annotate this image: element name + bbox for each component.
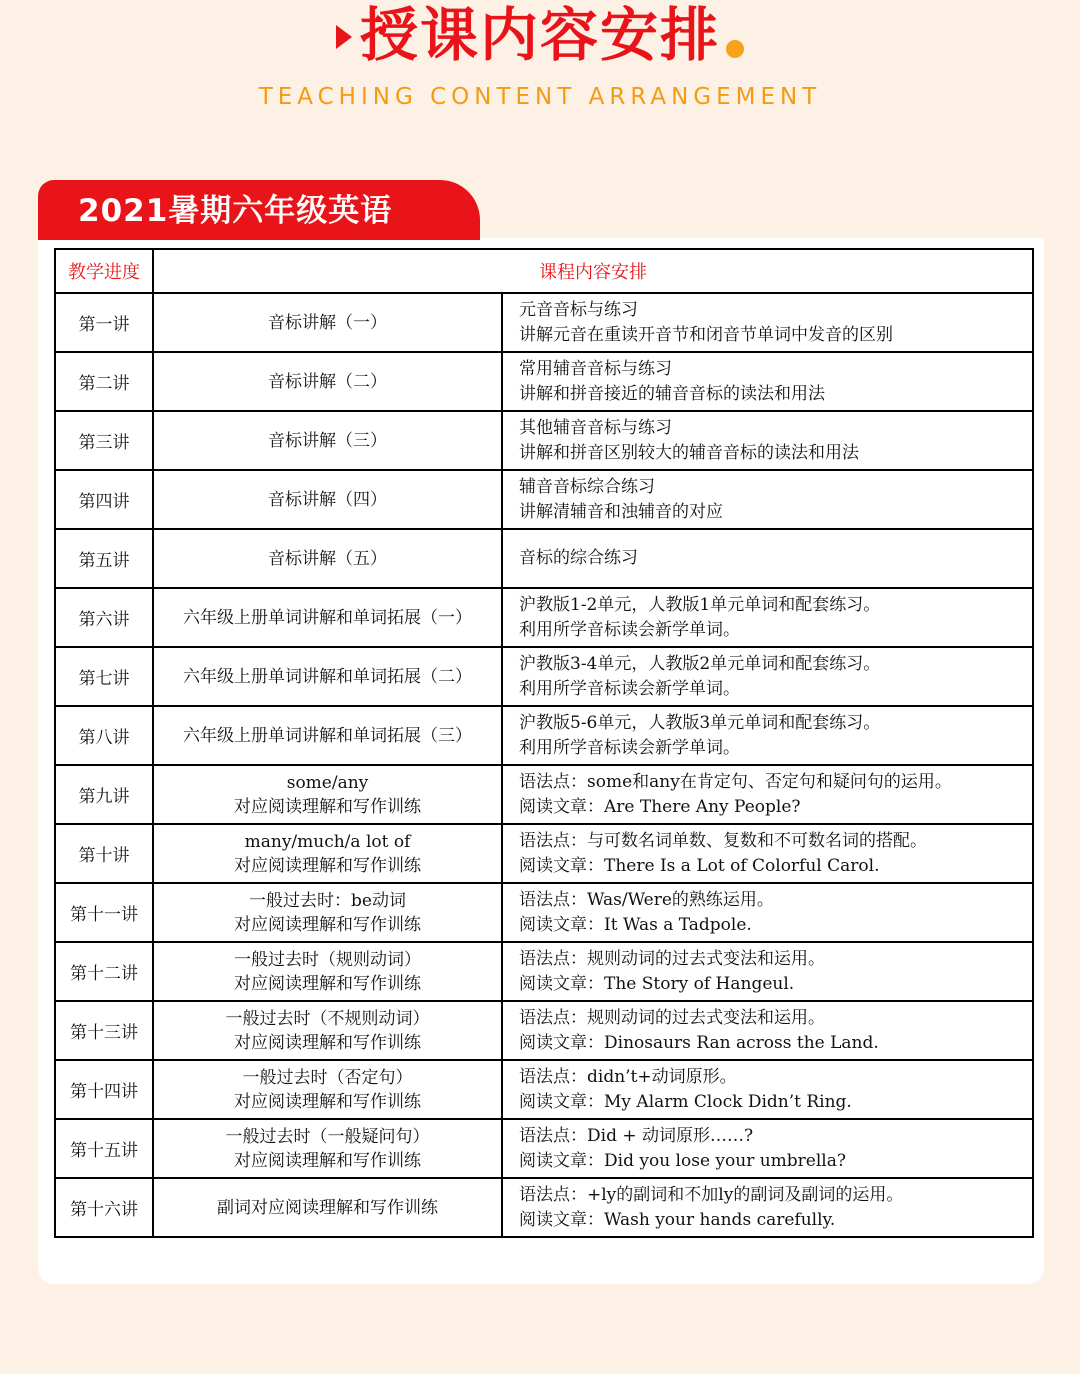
lesson-number: 第十一讲: [55, 883, 153, 942]
table-row: [55, 765, 1033, 824]
topic-line: 音标讲解（一）: [268, 312, 387, 333]
table-row: [55, 529, 1033, 588]
table-row: [55, 647, 1033, 706]
table-row: [55, 1060, 1033, 1119]
content-line: 阅读文章：Dinosaurs Ran across the Land.: [519, 1032, 879, 1053]
content-line: 语法点：规则动词的过去式变法和运用。: [519, 948, 825, 969]
lesson-topic: [153, 883, 502, 942]
topic-line: many/much/a lot of: [244, 831, 411, 852]
table-row: [55, 942, 1033, 1001]
content-line: 利用所学音标读会新学单词。: [519, 619, 740, 640]
lesson-topic: [153, 1178, 502, 1237]
lesson-topic: [153, 1060, 502, 1119]
lesson-topic: [153, 529, 502, 588]
table-header-row: [55, 249, 1033, 293]
topic-line: 音标讲解（二）: [268, 371, 387, 392]
lesson-number: 第六讲: [55, 588, 153, 647]
lesson-number: 第九讲: [55, 765, 153, 824]
content-line: 利用所学音标读会新学单词。: [519, 678, 740, 699]
content-line: 其他辅音音标与练习: [519, 417, 672, 438]
lesson-topic: [153, 352, 502, 411]
table-row: [55, 706, 1033, 765]
table-row: [55, 470, 1033, 529]
lesson-number: 第十四讲: [55, 1060, 153, 1119]
lesson-content: [502, 470, 1033, 529]
lesson-number: 第十讲: [55, 824, 153, 883]
page-subtitle: TEACHING CONTENT ARRANGEMENT: [258, 84, 822, 110]
topic-line: 一般过去时：be动词: [249, 890, 406, 911]
table-row: [55, 293, 1033, 352]
lesson-content: [502, 352, 1033, 411]
topic-line: 六年级上册单词讲解和单词拓展（三）: [183, 725, 472, 746]
table-row: [55, 1119, 1033, 1178]
table-row: [55, 411, 1033, 470]
lesson-topic: [153, 1119, 502, 1178]
content-line: 音标的综合练习: [519, 548, 638, 568]
content-line: 语法点：some和any在肯定句、否定句和疑问句的运用。: [519, 771, 952, 792]
table-row: [55, 588, 1033, 647]
lesson-content: [502, 706, 1033, 765]
topic-line: 一般过去时（不规则动词）: [225, 1008, 430, 1029]
content-line: 阅读文章：Wash your hands carefully.: [519, 1209, 836, 1230]
lesson-number: 第十五讲: [55, 1119, 153, 1178]
content-line: 阅读文章：Did you lose your umbrella?: [519, 1150, 846, 1171]
course-tab-label: 2021暑期六年级英语: [78, 193, 393, 229]
lesson-topic: [153, 588, 502, 647]
content-line: 讲解元音在重读开音节和闭音节单词中发音的区别: [519, 324, 893, 345]
content-line: 阅读文章：The Story of Hangeul.: [519, 973, 795, 994]
lesson-content: [502, 647, 1033, 706]
lesson-topic: [153, 293, 502, 352]
lesson-content: [502, 1060, 1033, 1119]
page-title: 授课内容安排: [359, 1, 720, 69]
topic-line: 副词对应阅读理解和写作训练: [217, 1197, 438, 1218]
lesson-number: 第三讲: [55, 411, 153, 470]
content-line: 沪教版3-4单元，人教版2单元单词和配套练习。: [519, 653, 881, 674]
lesson-content: [502, 765, 1033, 824]
lesson-number: 第八讲: [55, 706, 153, 765]
header-content: 课程内容安排: [153, 249, 1033, 293]
lesson-content: [502, 883, 1033, 942]
content-line: 讲解和拼音接近的辅音音标的读法和用法: [519, 383, 825, 404]
content-line: 沪教版5-6单元，人教版3单元单词和配套练习。: [519, 712, 881, 733]
lesson-number: 第二讲: [55, 352, 153, 411]
topic-line: 对应阅读理解和写作训练: [234, 973, 421, 994]
lesson-topic: [153, 647, 502, 706]
header-progress: 教学进度: [55, 249, 153, 293]
title-row: [0, 0, 1080, 70]
lesson-content: [502, 1178, 1033, 1237]
topic-line: 一般过去时（一般疑问句）: [225, 1126, 430, 1147]
content-line: 元音音标与练习: [519, 299, 638, 320]
lesson-content: [502, 824, 1033, 883]
content-line: 语法点：规则动词的过去式变法和运用。: [519, 1007, 825, 1028]
lesson-content: [502, 293, 1033, 352]
lesson-content: [502, 1001, 1033, 1060]
content-line: 利用所学音标读会新学单词。: [519, 737, 740, 758]
triangle-icon: [336, 25, 352, 49]
lesson-number: 第十二讲: [55, 942, 153, 1001]
topic-line: 六年级上册单词讲解和单词拓展（二）: [183, 666, 472, 687]
content-line: 语法点：Was/Were的熟练运用。: [519, 889, 774, 910]
lesson-content: [502, 529, 1033, 588]
content-line: 语法点：+ly的副词和不加ly的副词及副词的运用。: [519, 1184, 904, 1205]
topic-line: 对应阅读理解和写作训练: [234, 1032, 421, 1053]
lesson-number: 第七讲: [55, 647, 153, 706]
content-line: 阅读文章：There Is a Lot of Colorful Carol.: [519, 855, 880, 876]
content-line: 沪教版1-2单元，人教版1单元单词和配套练习。: [519, 594, 881, 615]
table-row: [55, 824, 1033, 883]
content-line: 语法点：与可数名词单数、复数和不可数名词的搭配。: [519, 830, 927, 851]
lesson-number: 第十三讲: [55, 1001, 153, 1060]
table-row: [55, 352, 1033, 411]
topic-line: 音标讲解（五）: [268, 548, 387, 569]
content-line: 语法点：Did + 动词原形……?: [519, 1125, 754, 1146]
lesson-topic: [153, 411, 502, 470]
topic-line: 对应阅读理解和写作训练: [234, 1091, 421, 1112]
content-line: 阅读文章：It Was a Tadpole.: [519, 914, 752, 935]
topic-line: 六年级上册单词讲解和单词拓展（一）: [183, 607, 472, 628]
schedule-table: [54, 248, 1034, 1238]
topic-line: 音标讲解（三）: [268, 430, 387, 451]
lesson-number: 第十六讲: [55, 1178, 153, 1237]
topic-line: some/any: [286, 772, 369, 793]
table-row: [55, 883, 1033, 942]
lesson-content: [502, 942, 1033, 1001]
lesson-topic: [153, 942, 502, 1001]
content-line: 阅读文章：Are There Any People?: [519, 796, 801, 817]
topic-line: 对应阅读理解和写作训练: [234, 855, 421, 876]
content-line: 常用辅音音标与练习: [519, 358, 672, 379]
lesson-number: 第四讲: [55, 470, 153, 529]
lesson-number: 第一讲: [55, 293, 153, 352]
topic-line: 一般过去时（规则动词）: [234, 949, 421, 970]
content-line: 讲解和拼音区别较大的辅音音标的读法和用法: [519, 442, 859, 463]
lesson-topic: [153, 824, 502, 883]
content-line: 语法点：didn’t+动词原形。: [519, 1066, 737, 1087]
lesson-topic: [153, 706, 502, 765]
dot-icon: [726, 40, 744, 58]
table-row: [55, 1001, 1033, 1060]
lesson-content: [502, 411, 1033, 470]
topic-line: 对应阅读理解和写作训练: [234, 914, 421, 935]
lesson-topic: [153, 765, 502, 824]
content-line: 讲解清辅音和浊辅音的对应: [519, 501, 723, 522]
topic-line: 一般过去时（否定句）: [242, 1067, 413, 1088]
lesson-topic: [153, 1001, 502, 1060]
topic-line: 对应阅读理解和写作训练: [234, 1150, 421, 1171]
table-row: [55, 1178, 1033, 1237]
lesson-topic: [153, 470, 502, 529]
page-header: [0, 0, 1080, 130]
content-line: 辅音音标综合练习: [519, 476, 655, 497]
lesson-content: [502, 1119, 1033, 1178]
lesson-content: [502, 588, 1033, 647]
content-line: 阅读文章：My Alarm Clock Didn’t Ring.: [519, 1091, 852, 1112]
lesson-number: 第五讲: [55, 529, 153, 588]
table-body: [55, 293, 1033, 1237]
topic-line: 对应阅读理解和写作训练: [234, 796, 421, 817]
topic-line: 音标讲解（四）: [268, 489, 387, 510]
